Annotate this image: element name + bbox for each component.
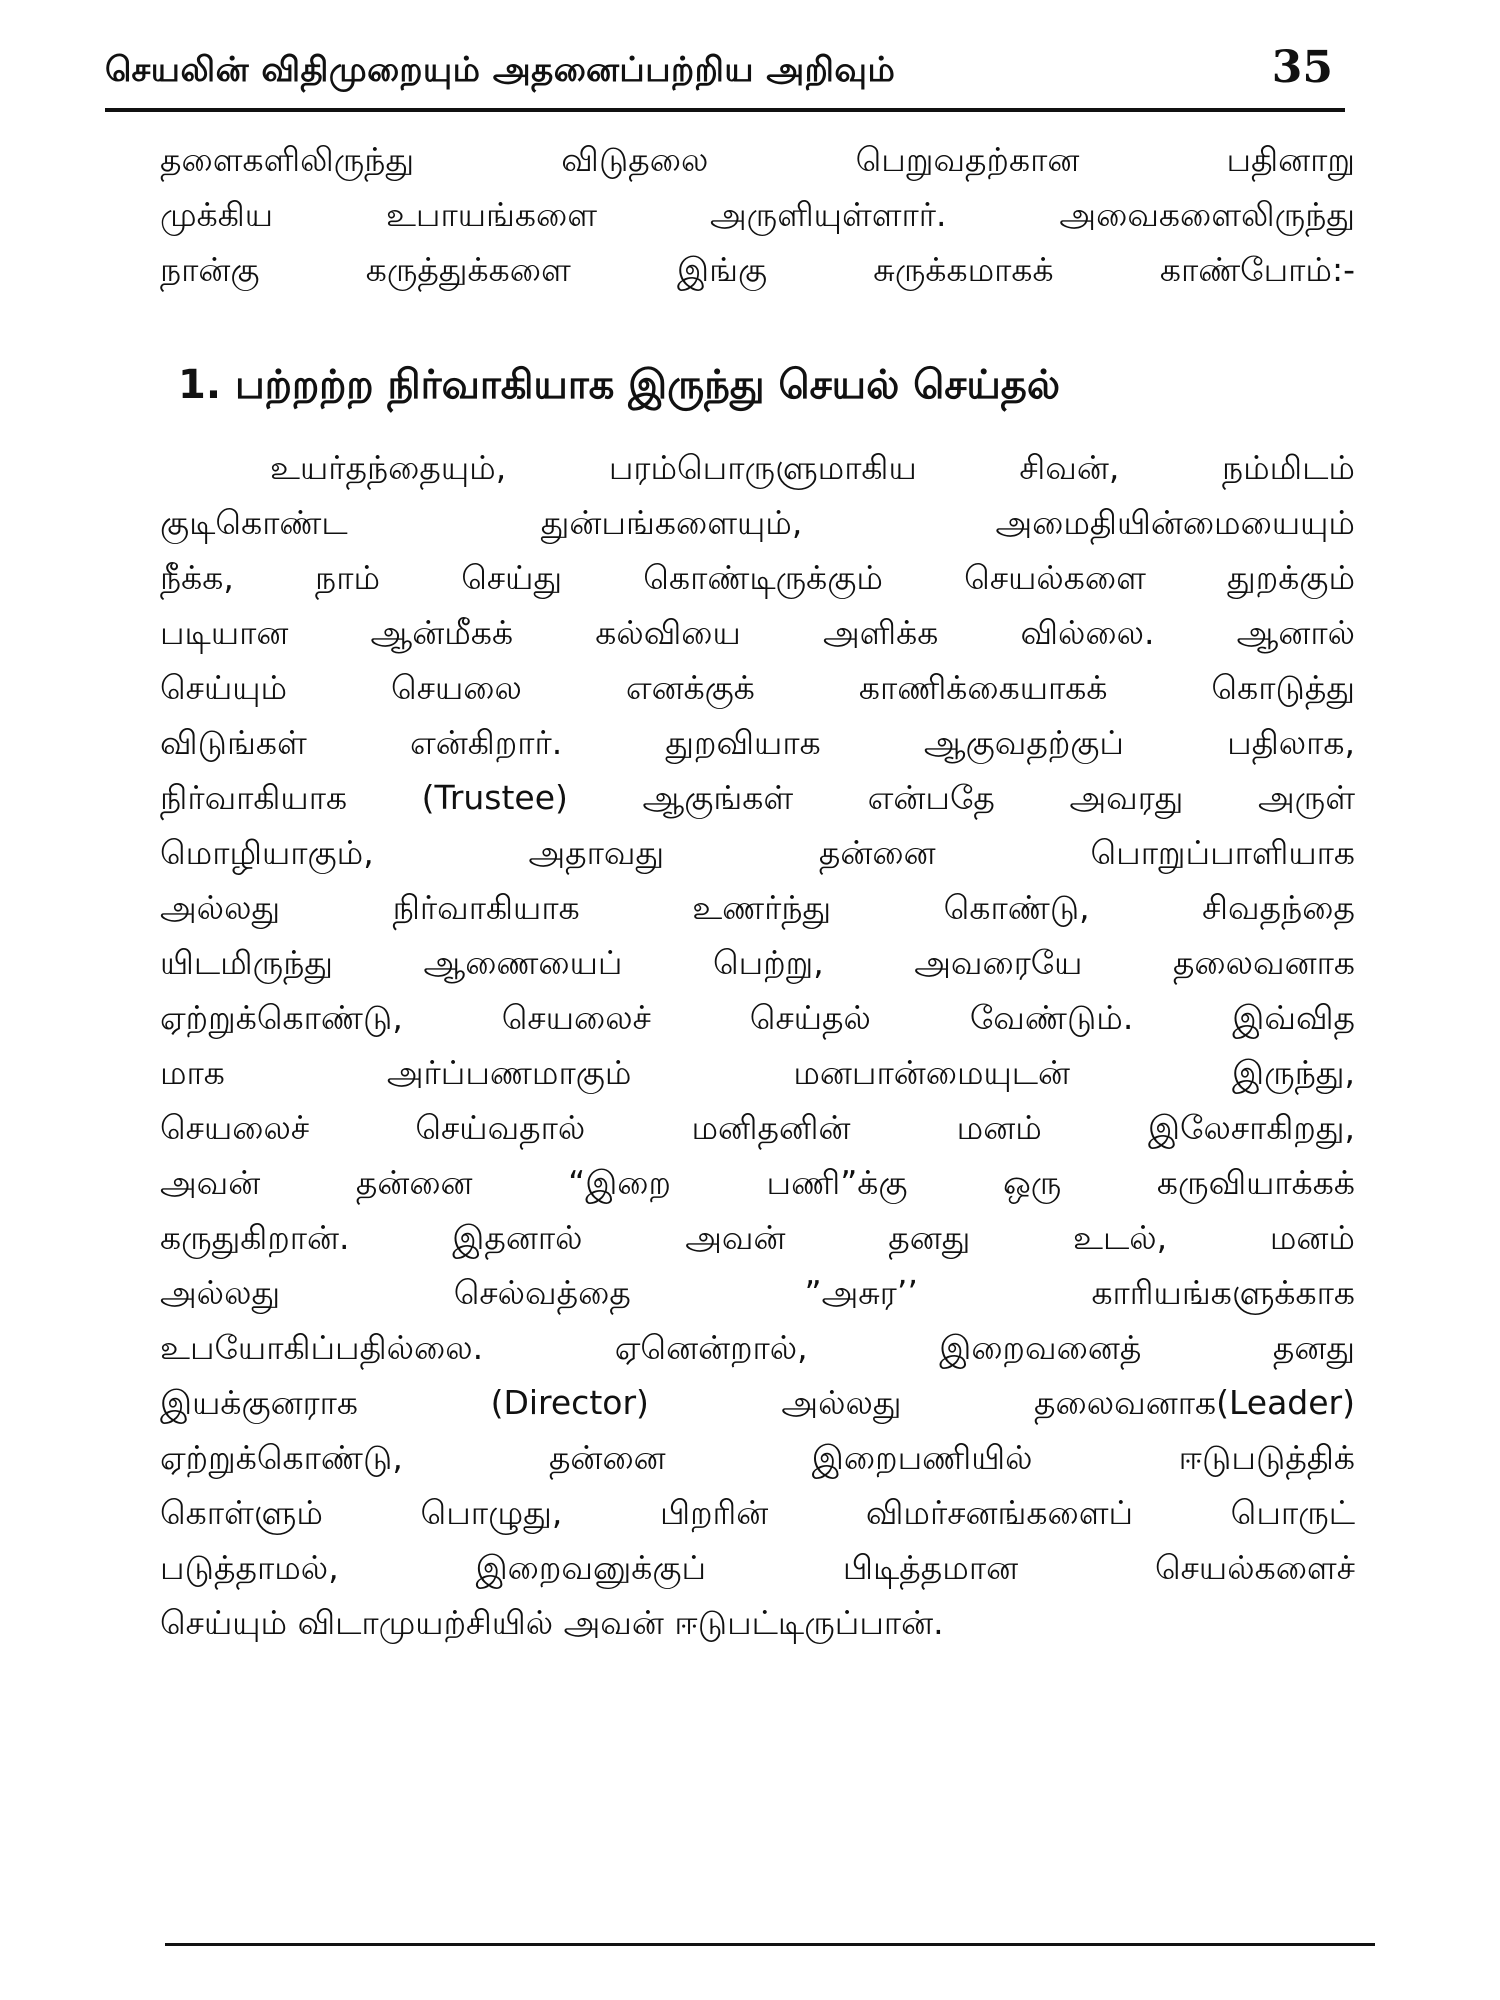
text-line: குடிகொண்ட துன்பங்களையும், அமைதியின்மையையும் xyxy=(160,503,1355,542)
text-line: உபயோகிப்பதில்லை. ஏனென்றால், இறைவனைத் தனது xyxy=(160,1328,1355,1367)
text-line: நான்கு கருத்துக்களை இங்கு சுருக்கமாகக் காண்போம்:- xyxy=(160,250,1355,289)
footer-rule xyxy=(165,1943,1375,1946)
text-line: கருதுகிறான். இதனால் அவன் தனது உடல், மனம் xyxy=(160,1218,1355,1257)
text-line: விடுங்கள் என்கிறார். துறவியாக ஆகுவதற்குப் பதிலாக, xyxy=(160,723,1355,762)
text-line: செய்யும் விடாமுயற்சியில் அவன் ஈடுபட்டிருப்பான். xyxy=(160,1603,944,1642)
intro-paragraph xyxy=(160,132,1355,297)
text-line: அவன் தன்னை “இறை பணி”க்கு ஒரு கருவியாக்கக் xyxy=(160,1163,1355,1202)
text-line: மொழியாகும், அதாவது தன்னை பொறுப்பாளியாக xyxy=(160,833,1355,872)
text-line: படியான ஆன்மீகக் கல்வியை அளிக்க வில்லை. ஆனால் xyxy=(160,613,1355,652)
page-number: 35 xyxy=(1271,42,1333,93)
header-rule xyxy=(105,108,1345,112)
text-line: நிர்வாகியாக (Trustee) ஆகுங்கள் என்பதே அவரது அருள் xyxy=(160,778,1355,817)
text-line: தளைகளிலிருந்து விடுதலை பெறுவதற்கான பதினாறு xyxy=(160,140,1355,179)
running-head xyxy=(105,40,1345,104)
text-line: முக்கிய உபாயங்களை அருளியுள்ளார். அவைகளைலிருந்து xyxy=(160,195,1355,234)
text-line: அல்லது செல்வத்தை ”அசுர’’ காரியங்களுக்காக xyxy=(160,1273,1355,1312)
text-line: மாக அர்ப்பணமாகும் மனபான்மையுடன் இருந்து, xyxy=(160,1053,1355,1092)
text-line: நீக்க, நாம் செய்து கொண்டிருக்கும் செயல்களை துறக்கும் xyxy=(160,558,1355,597)
running-title: செயலின் விதிமுறையும் அதனைப்பற்றிய அறிவும் xyxy=(105,50,896,90)
text-line: இயக்குனராக (Director) அல்லது தலைவனாக(Leader) xyxy=(160,1383,1355,1422)
text-line: கொள்ளும் பொழுது, பிறரின் விமர்சனங்களைப் பொருட் xyxy=(160,1493,1355,1532)
section-heading: 1. பற்றற்ற நிர்வாகியாக இருந்து செயல் செய்தல் xyxy=(178,362,1061,408)
text-line: படுத்தாமல், இறைவனுக்குப் பிடித்தமான செயல்களைச் xyxy=(160,1548,1355,1587)
section-paragraph xyxy=(160,440,1355,1650)
text-line: செயலைச் செய்வதால் மனிதனின் மனம் இலேசாகிறது, xyxy=(160,1108,1355,1147)
text-line: உயர்தந்தையும், பரம்பொருளுமாகிய சிவன், நம்மிடம் xyxy=(270,448,1355,487)
text-line: அல்லது நிர்வாகியாக உணர்ந்து கொண்டு, சிவதந்தை xyxy=(160,888,1355,927)
text-line: ஏற்றுக்கொண்டு, செயலைச் செய்தல் வேண்டும். இவ்வித xyxy=(160,998,1355,1037)
text-line: செய்யும் செயலை எனக்குக் காணிக்கையாகக் கொடுத்து xyxy=(160,668,1355,707)
text-line: யிடமிருந்து ஆணையைப் பெற்று, அவரையே தலைவனாக xyxy=(160,943,1355,982)
text-line: ஏற்றுக்கொண்டு, தன்னை இறைபணியில் ஈடுபடுத்திக் xyxy=(160,1438,1355,1477)
